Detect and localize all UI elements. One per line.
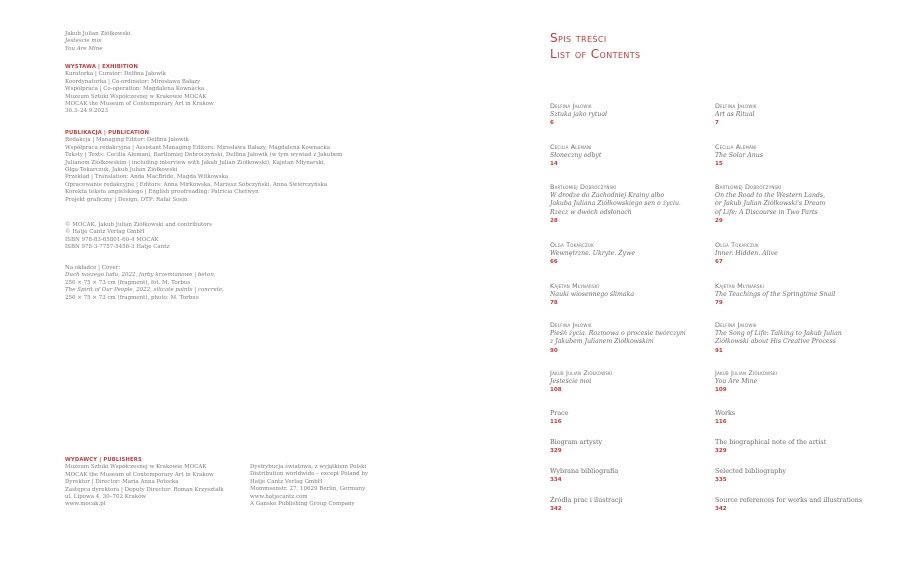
toc-page-number: 116 xyxy=(715,418,727,425)
toc-page-number: 14 xyxy=(550,161,558,168)
toc-page-number: 29 xyxy=(715,218,723,225)
toc-page-number: 66 xyxy=(550,259,558,266)
cover-line: 250 × 75 × 73 cm (fragment), photo: M. Torbus xyxy=(65,294,199,301)
cover-credit xyxy=(65,265,224,302)
toc-entry-title: Biogram artysty xyxy=(550,438,603,446)
credit-line: Kuratorka | Curator: Delfina Jałowik xyxy=(65,71,167,78)
toc-entry-title: Selected bibliography xyxy=(715,467,786,475)
toc-entry xyxy=(715,467,885,485)
credit-line: Współpraca redakcyjna | Assistant Managing Editors: Mirosława Bałazy, Magdalena Kownacka xyxy=(65,144,331,151)
toc-author: Cecilia Alemani xyxy=(715,143,757,151)
toc-entry-title: Wewnętrzne. Ukryte. Żywe xyxy=(550,249,635,257)
distribution-line: Dystrybucja światowa, z wyjątkiem Polski xyxy=(250,464,367,470)
toc-heading xyxy=(550,30,641,62)
toc-author: Kajetan Młynarski xyxy=(550,282,599,290)
toc-entry-title: Inner. Hidden. Alive xyxy=(715,249,778,257)
toc-entry-title: The Teachings of the Springtime Snail xyxy=(715,290,836,298)
isbn-line: ISBN 978-83-65801-60-4 MOCAK xyxy=(65,236,159,243)
toc-entry xyxy=(715,143,885,169)
toc-entry xyxy=(715,321,885,356)
toc-entry-title: The Song of Life: Talking to Jakub Julian xyxy=(715,329,842,337)
toc-entry xyxy=(550,369,720,395)
toc-entry xyxy=(550,241,720,267)
toc-entry-title: On the Road to the Western Lands, xyxy=(715,191,826,199)
toc-entry-title: Ziółkowski about His Creative Process xyxy=(715,338,836,346)
credit-line: Muzeum Sztuki Współczesnej w Krakowie MOCAK xyxy=(65,93,207,100)
toc-author: Delfina Jałowik xyxy=(715,321,757,329)
toc-page-number: 67 xyxy=(715,259,723,266)
toc-page-number: 109 xyxy=(715,387,727,394)
distribution-block xyxy=(250,464,368,508)
toc-author: Delfina Jałowik xyxy=(550,102,592,110)
copyright-line: © MOCAK, Jakub Julian Ziółkowski and contributors xyxy=(65,222,212,228)
cover-line: Na okładce | Cover: xyxy=(65,265,121,271)
toc-entry xyxy=(550,143,720,169)
toc-author: Olga Tokarczuk xyxy=(715,241,759,249)
credit-line: Współpraca | Co-operation: Magdalena Kownacka xyxy=(65,86,205,93)
publisher-line: Muzeum Sztuki Współczesnej w Krakowie MOCAK xyxy=(65,464,207,471)
toc-entry-title: Jakuba Juliana Ziółkowskiego sen o życiu. xyxy=(550,200,681,208)
toc-entry xyxy=(550,438,720,456)
toc-page-number: 78 xyxy=(550,300,558,307)
toc-author: Bartłomiej Dobroczyński xyxy=(550,183,617,191)
toc-page-number: 108 xyxy=(550,387,562,394)
toc-page-number: 79 xyxy=(715,300,723,307)
distribution-website: www.hatjecantz.com xyxy=(250,493,308,500)
toc-entry-title: Works xyxy=(715,409,736,417)
credit-line: Julianem Ziółkowskim | including interview with Jakub Julian Ziółkowski), Kajetan Młynarski, xyxy=(65,159,326,166)
toc-page-number: 334 xyxy=(550,476,562,483)
credit-line: Redakcja | Managing Editor: Delfina Jałowik xyxy=(65,137,189,144)
publisher-line: MOCAK the Museum of Contemporary Art in Krakow xyxy=(65,471,214,478)
toc-entry-title: Prace xyxy=(550,409,569,417)
toc-author: Jakub Julian Ziółkowski xyxy=(715,369,778,377)
toc-page-number: 28 xyxy=(550,218,558,225)
toc-entry-title: or Jakub Julian Ziółkowski's Dream xyxy=(715,200,826,208)
toc-author: Olga Tokarczuk xyxy=(550,241,594,249)
publisher-line: Dyrektor | Director: Maria Anna Potocka xyxy=(65,479,179,486)
toc-entry-title: z Jakubem Julianem Ziółkowskim xyxy=(550,338,654,346)
publishers-block xyxy=(65,457,224,509)
distribution-line: Mommsenstr. 27, 10629 Berlin, Germany xyxy=(250,486,366,493)
copyright-line: © Hatje Cantz Verlag GmbH xyxy=(65,229,145,236)
toc-entry xyxy=(715,496,885,514)
artist-name: Jakub Julian Ziółkowski xyxy=(65,31,131,37)
publishers-heading: WYDAWCY | PUBLISHERS xyxy=(65,457,142,463)
toc-entry-title: Sztuka jako rytuał xyxy=(550,110,608,118)
publication-heading: PUBLIKACJA | PUBLICATION xyxy=(65,130,150,136)
isbn-line: ISBN 978-3-7757-5458-3 Hatje Cantz xyxy=(65,244,170,251)
cover-line: The Spirit of Our People, 2022, silicate paints | concrete, xyxy=(65,287,224,294)
exhibition-title-en: You Are Mine xyxy=(65,45,103,52)
toc-entry-title: Rzecz w dwóch odsłonach xyxy=(550,208,632,216)
toc-entry xyxy=(715,438,885,456)
credit-line: Opracowanie redakcyjne | Editors: Anna Mirkowska, Mariusz Sobczyński, Anna Świerczyńska xyxy=(65,181,328,188)
toc-page-number: 116 xyxy=(550,418,562,425)
exhibition-title-pl: Jesteście moi xyxy=(65,38,102,45)
toc-entry xyxy=(550,467,720,485)
toc-page-number: 329 xyxy=(550,447,562,454)
toc-author: Cecilia Alemani xyxy=(550,143,592,151)
toc-page-number: 342 xyxy=(715,505,727,512)
toc-author: Delfina Jałowik xyxy=(550,321,592,329)
toc-entry-title: Źródła prac i ilustracji xyxy=(550,496,623,504)
distribution-line: A Ganske Publishing Group Company xyxy=(250,501,355,508)
toc-entry-title: Art as Ritual xyxy=(715,110,755,118)
toc-entry-title: You Are Mine xyxy=(715,377,758,385)
publisher-line: Zastępca dyrektora | Deputy Director: Roman Krzyształk xyxy=(65,486,224,493)
toc-title-en: List of Contents xyxy=(550,47,641,61)
toc-page-number: 90 xyxy=(550,347,558,354)
toc-entry xyxy=(715,241,885,267)
toc-entry-title: Nauki wiosennego ślimaka xyxy=(550,290,635,298)
credit-line: 30.3–24.9.2023 xyxy=(65,108,108,115)
toc-entry xyxy=(550,409,720,427)
credit-line: Koordynatorka | Co-ordinator: Mirosława Bałazy xyxy=(65,78,201,85)
toc-author: Jakub Julian Ziółkowski xyxy=(550,369,613,377)
toc-page-number: 7 xyxy=(715,120,719,127)
toc-author: Delfina Jałowik xyxy=(715,102,757,110)
credit-line: Korekta tekstu angielskiego | English proofreading: Patricia Chetwyn xyxy=(65,189,259,196)
toc-entry xyxy=(550,183,720,226)
toc-entry-title: Source references for works and illustrations xyxy=(715,496,863,504)
publisher-line: ul. Lipowa 4, 30–702 Kraków xyxy=(65,494,147,501)
toc-title-pl: Spis treści xyxy=(550,31,607,45)
toc-entry xyxy=(550,321,720,356)
toc-entry xyxy=(550,282,720,308)
toc-page-number: 6 xyxy=(550,120,554,127)
toc-entry xyxy=(550,496,720,514)
exhibition-heading: WYSTAWA | EXHIBITION xyxy=(65,64,139,70)
toc-entry-title: Słoneczny odbyt xyxy=(550,151,602,159)
toc-entry-title: The Solar Anus xyxy=(715,151,763,159)
toc-entry-title: Jesteście moi xyxy=(550,377,592,385)
distribution-line: Distribution worldwide – except Poland by xyxy=(250,471,369,478)
toc-entry-title: Pieśń życia. Rozmowa o procesie twórczym xyxy=(550,329,686,337)
toc-entry xyxy=(715,369,885,395)
publication-credits xyxy=(65,130,342,204)
toc-entry xyxy=(715,183,885,226)
cover-line: 250 × 75 × 73 cm (fragment), fot. M. Torbus xyxy=(65,279,191,286)
credit-line: Przekład | Translation: Anda MacBride, Magda Witkowska xyxy=(65,174,229,181)
toc-entry-title: of Life: A Discourse in Two Parts xyxy=(715,208,818,216)
toc-entry xyxy=(715,409,885,427)
toc-entry xyxy=(715,282,885,308)
toc-page-number: 15 xyxy=(715,161,723,168)
distribution-line: Hatje Cantz Verlag GmbH xyxy=(250,478,323,485)
copyright-block xyxy=(65,222,212,252)
cover-line: Duch naszego ludu, 2022, farby krzemianowe | beton, xyxy=(65,272,216,279)
colophon-top xyxy=(65,31,130,53)
toc-entry-title: Wybrana bibliografia xyxy=(550,467,619,475)
toc-entry xyxy=(715,102,885,128)
credit-line: Projekt graficzny | Design, DTP: Rafał Sosin xyxy=(65,196,188,203)
toc-page-number: 335 xyxy=(715,476,727,483)
credit-line: MOCAK the Museum of Contemporary Art in Krakow xyxy=(65,101,214,108)
toc-page-number: 342 xyxy=(550,505,562,512)
toc-page-number: 91 xyxy=(715,347,723,354)
publisher-website: www.mocak.pl xyxy=(65,501,106,508)
credit-line: Olga Tokarczuk, Jakub Julian Ziółkowski xyxy=(65,167,178,174)
toc-page-number: 329 xyxy=(715,447,727,454)
toc-entry-title: The biographical note of the artist xyxy=(715,438,827,446)
exhibition-credits xyxy=(65,64,214,116)
toc-entry xyxy=(550,102,720,128)
toc-author: Kajetan Młynarski xyxy=(715,282,764,290)
toc-author: Bartłomiej Dobroczyński xyxy=(715,183,782,191)
credit-line: Teksty | Texts: Cecilia Alemani, Bartłomiej Dobroczyński, Delfina Jałowik (w tym wywiad z Jakubem xyxy=(65,152,343,159)
toc-entry-title: W drodze do Zachodniej Krainy albo xyxy=(550,191,665,199)
